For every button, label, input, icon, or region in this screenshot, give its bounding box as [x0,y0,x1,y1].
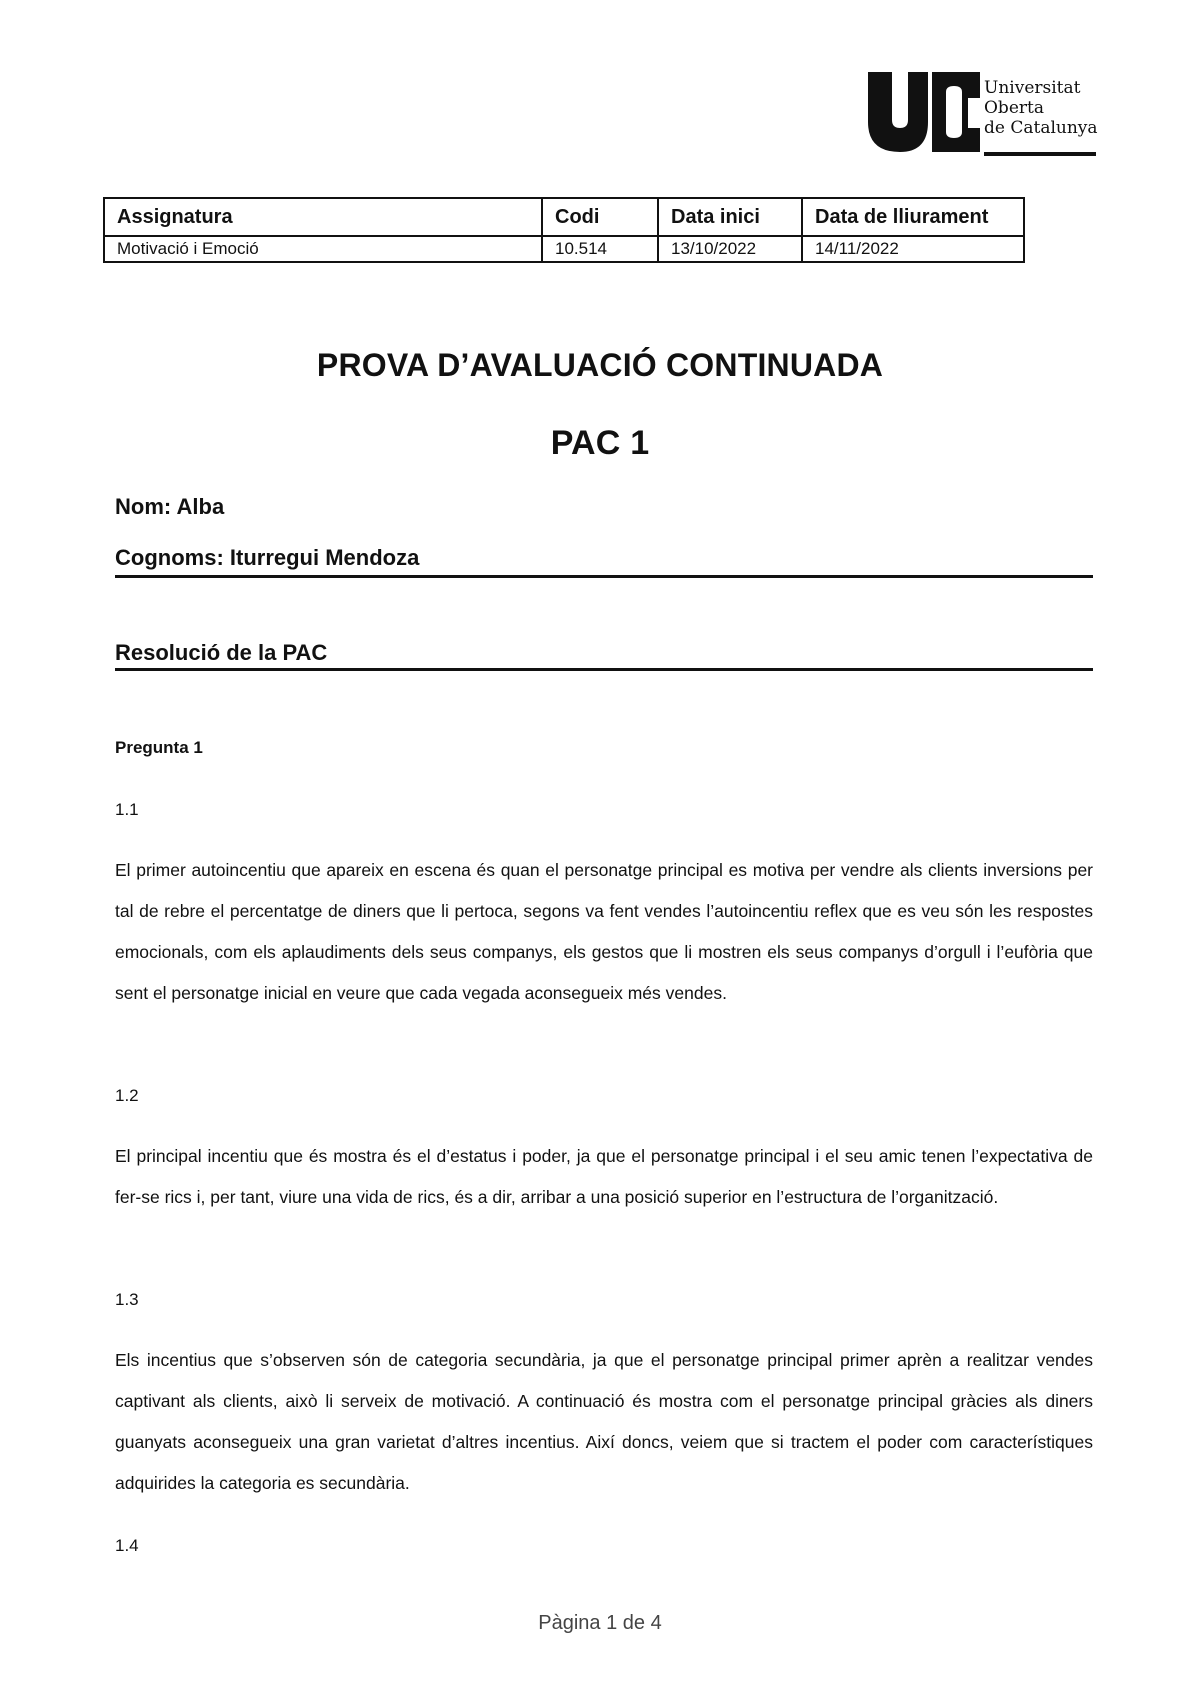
page-footer: Pàgina 1 de 4 [538,1612,662,1634]
cell-assignatura: Motivació i Emoció [104,236,542,262]
cell-data-lliurament: 14/11/2022 [802,236,1024,262]
table-row [104,236,1024,262]
course-info-table [103,197,1025,263]
uoc-logo-mark-icon [868,72,980,160]
logo-line-3: de Catalunya [984,118,1098,138]
section-heading: Resolució de la PAC [115,640,328,665]
student-surnames: Cognoms: Iturregui Mendoza [115,545,420,570]
answer-number: 1.2 [115,1086,139,1105]
header-assignatura: Assignatura [104,198,542,236]
cell-codi: 10.514 [542,236,658,262]
logo-line-2: Oberta [984,98,1044,118]
answer-number: 1.4 [115,1536,139,1555]
divider [115,575,1093,578]
student-name: Nom: Alba [115,494,225,519]
document-subtitle: PAC 1 [550,424,650,462]
cell-data-inici: 13/10/2022 [658,236,802,262]
divider [115,668,1093,671]
logo-line-1: Universitat [984,78,1081,98]
answer-number: 1.3 [115,1290,139,1309]
header-data-lliurament: Data de lliurament [802,198,1024,236]
table-header-row [104,198,1024,236]
uoc-logo [868,72,1096,160]
question-heading: Pregunta 1 [115,738,203,757]
answer-paragraph: Els incentius que s’observen són de categoria secundària, ja que el personatge principal primer aprèn a realitzar vendes captivant als clients, això li serveix de motivació. A continuació és mostra com el personatge principal gràcies als diners guanyats aconsegueix una gran varietat d’altres incentius. Així doncs, veiem que si tractem el poder com característiques adquirides la categoria es secundària. [115,1350,1093,1493]
answer-paragraph: El primer autoincentiu que apareix en escena és quan el personatge principal es motiva per vendre als clients inversions per tal de rebre el percentatge de diners que li pertoca, segons va fent vendes l’autoincentiu reflex que es veu són les respostes emocionals, com els aplaudiments dels seus companys, els gestos que li mostren els seus companys d’orgull i l’eufòria que sent el personatge inicial en veure que cada vegada aconsegueix més vendes. [115,860,1093,1003]
header-codi: Codi [542,198,658,236]
document-title: PROVA D’AVALUACIÓ CONTINUADA [316,347,884,383]
answer-paragraph: El principal incentiu que és mostra és el d’estatus i poder, ja que el personatge principal i el seu amic tenen l’expectativa de fer-se rics i, per tant, viure una vida de rics, és a dir, arribar a una posició superior en l’estructura de l’organització. [115,1146,1093,1207]
header-data-inici: Data inici [658,198,802,236]
logo-rule [984,152,1096,156]
answer-number: 1.1 [115,800,139,819]
